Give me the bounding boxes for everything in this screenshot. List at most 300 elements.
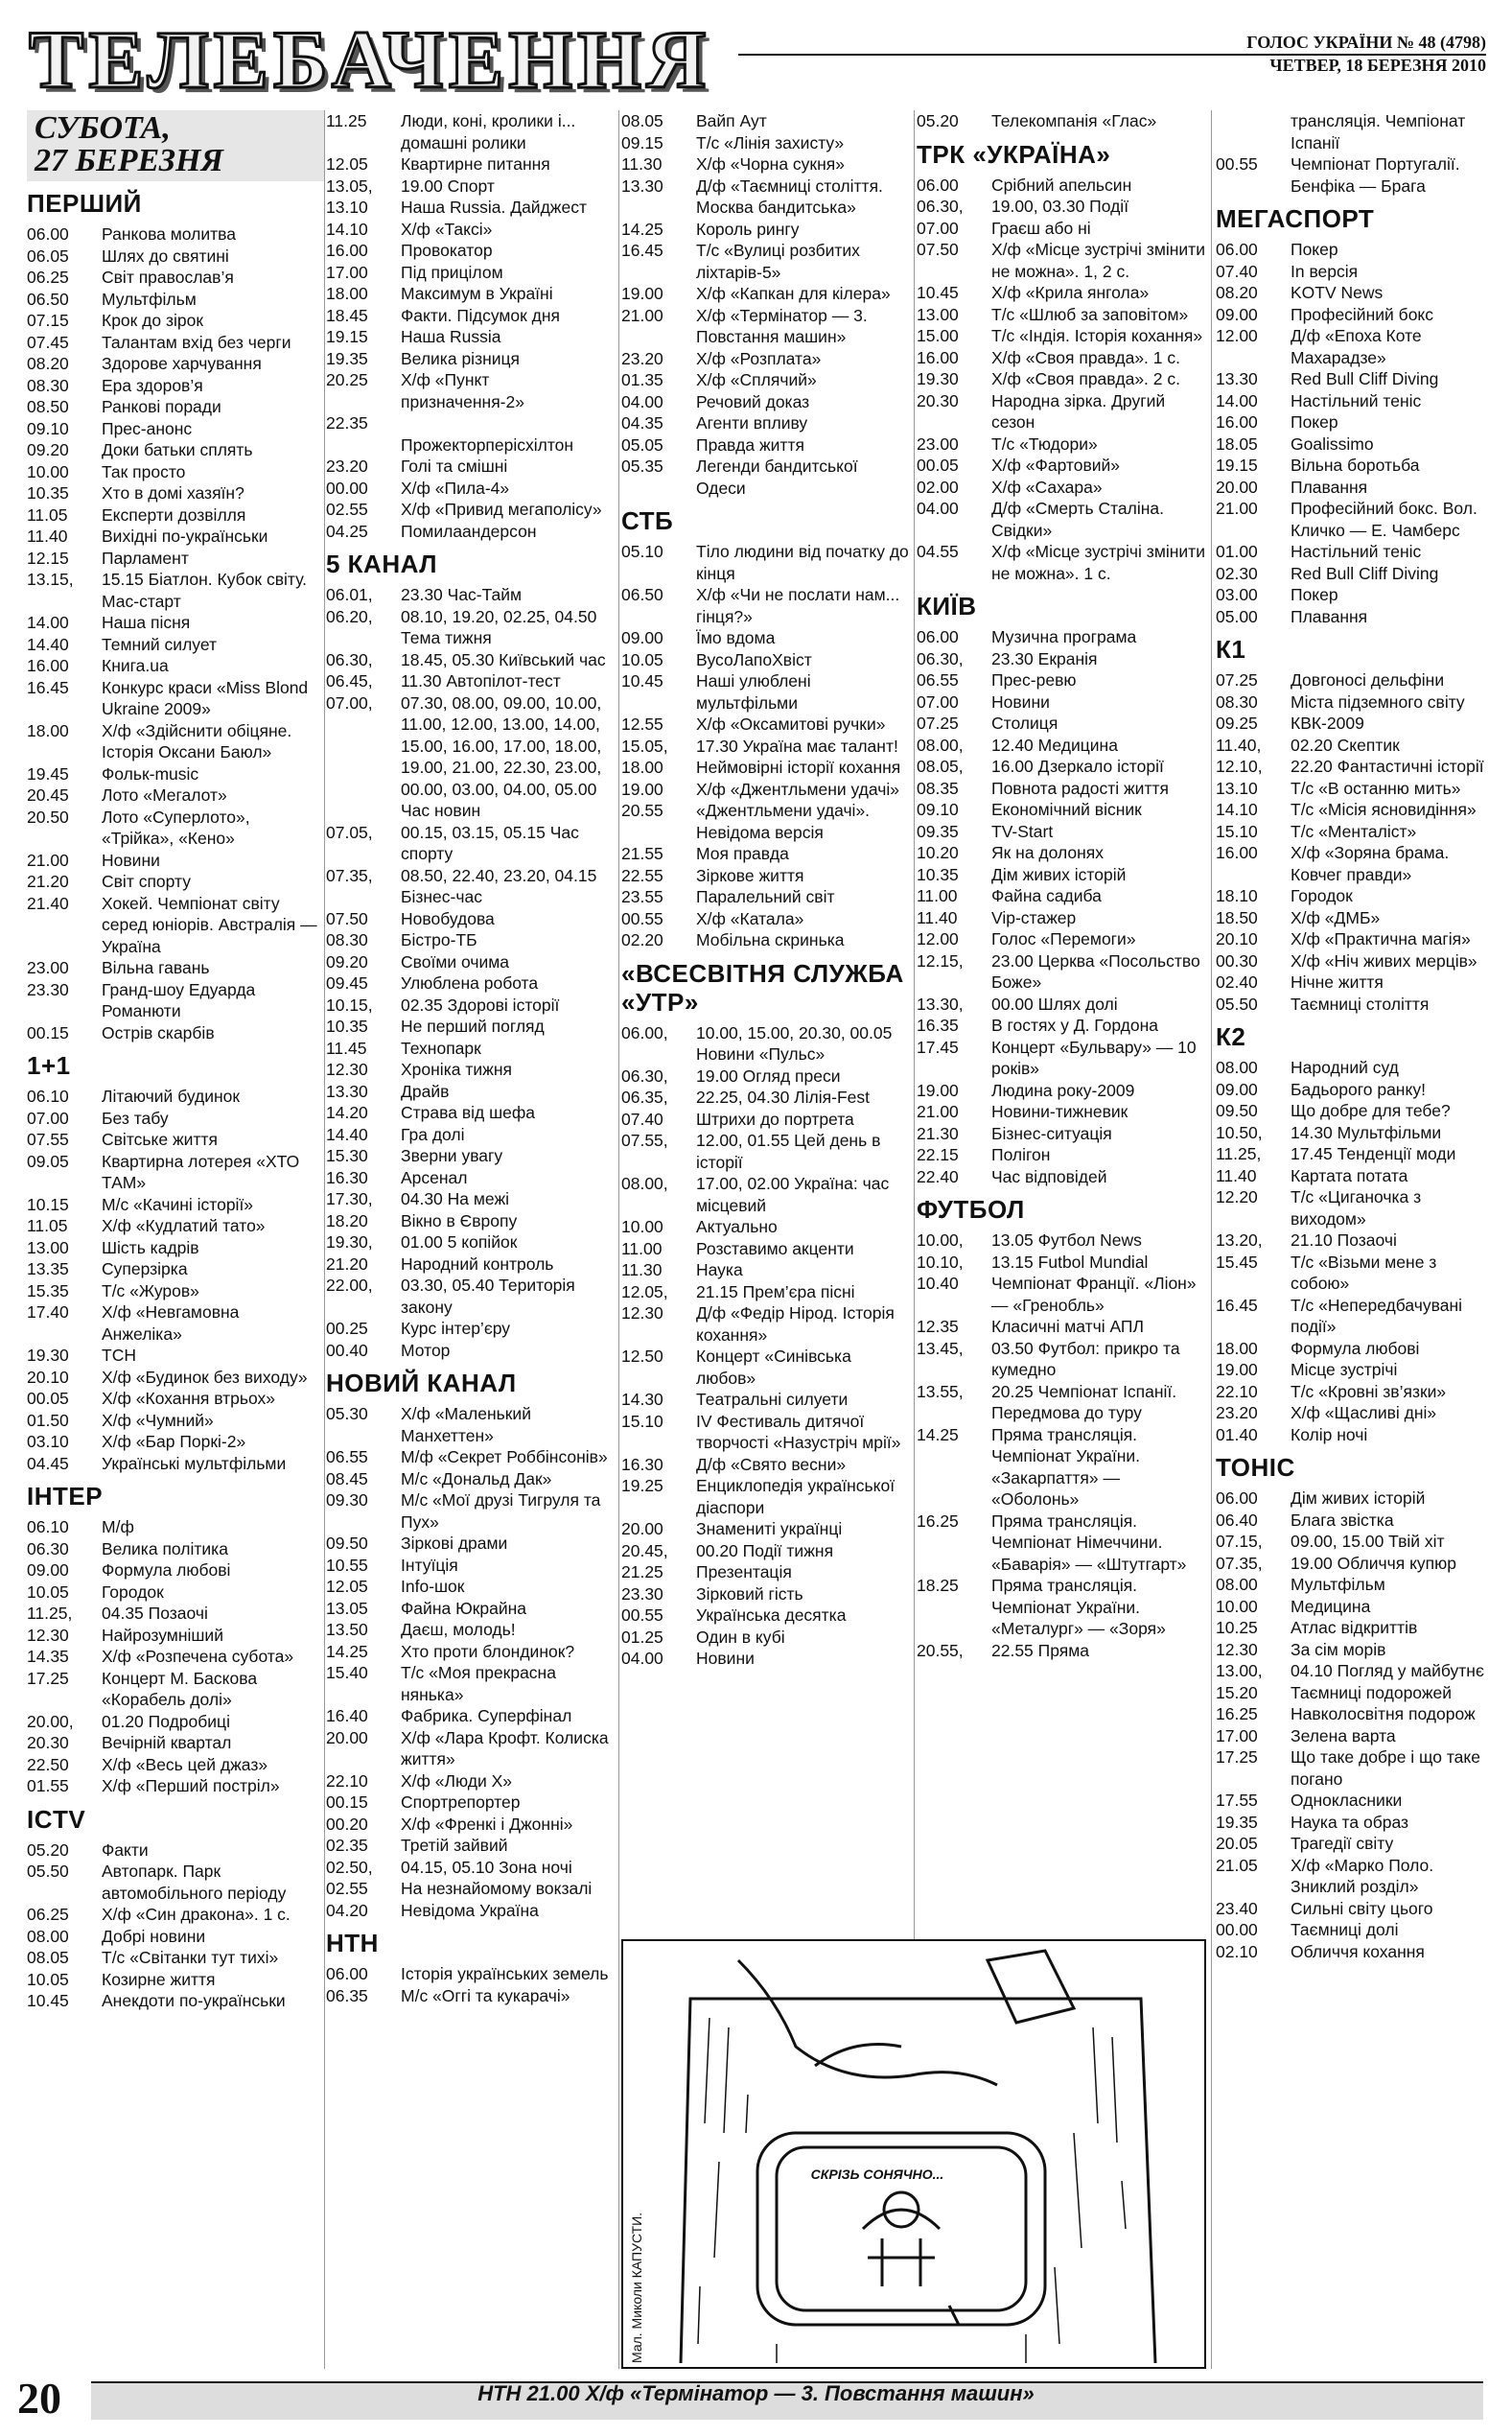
program-row xyxy=(1216,1100,1494,1122)
program-time: 14.00 xyxy=(27,613,69,632)
program-time: 20.10 xyxy=(27,1367,69,1387)
program-title: 19.00, 03.30 Події xyxy=(991,197,1129,216)
program-time: 05.50 xyxy=(1216,994,1258,1014)
program-title: Х/ф «Маленький Манхеттен» xyxy=(401,1404,531,1445)
program-row xyxy=(1216,1230,1494,1252)
program-row xyxy=(326,1468,616,1490)
program-time: 08.20 xyxy=(27,354,69,373)
program-row xyxy=(1216,304,1494,326)
program-time: 14.40 xyxy=(326,1124,368,1144)
program-row xyxy=(1216,498,1494,541)
program-time: 21.00 xyxy=(621,305,663,325)
program-title: Т/с «Шлюб за заповітом» xyxy=(991,304,1189,324)
program-time: 15.45 xyxy=(1216,1252,1258,1272)
program-row xyxy=(621,886,911,908)
program-row xyxy=(917,1273,1206,1316)
program-row xyxy=(1216,669,1494,691)
program-time: 12.30 xyxy=(621,1303,663,1323)
program-time: 00.55 xyxy=(1216,154,1258,174)
program-title: 22.25, 04.30 Лілія-Fest xyxy=(696,1088,870,1107)
program-title: Речовий доказ xyxy=(696,391,810,411)
program-time: 15.30 xyxy=(326,1146,368,1165)
program-title: Презентація xyxy=(696,1562,792,1581)
channel-heading: НОВИЙ КАНАЛ xyxy=(326,1369,517,1397)
issue-date: ЧЕТВЕР, 18 БЕРЕЗНЯ 2010 xyxy=(1269,56,1486,75)
program-title: Х/ф «Місце зустрічі змінити не можна». 1 с. xyxy=(991,542,1205,583)
program-row xyxy=(917,669,1206,691)
program-title: Найрозумніший xyxy=(102,1625,223,1645)
program-time: 22.40 xyxy=(917,1166,959,1186)
program-time: 10.35 xyxy=(27,483,69,503)
program-title: 08.50, 22.40, 23.20, 04.15 Бізнес-час xyxy=(401,865,597,906)
program-row xyxy=(1216,994,1494,1016)
program-time: 19.35 xyxy=(326,348,368,368)
program-time: 09.45 xyxy=(326,973,368,993)
program-title: Народна зірка. Другий сезон xyxy=(991,390,1166,432)
program-row xyxy=(621,456,911,499)
program-title: Х/ф «Таксі» xyxy=(401,219,493,239)
program-row xyxy=(27,1194,324,1216)
program-title: Red Bull Cliff Diving xyxy=(1291,563,1439,583)
program-time: 19.00 xyxy=(621,779,663,799)
program-row xyxy=(917,1381,1206,1424)
program-row xyxy=(621,1130,911,1173)
program-title: За сім морів xyxy=(1291,1639,1386,1659)
program-title: Гранд-шоу Едуарда Романюти xyxy=(102,979,256,1020)
program-row xyxy=(621,110,911,132)
program-row xyxy=(917,1640,1206,1662)
program-row xyxy=(621,434,911,457)
program-time: 13.50 xyxy=(326,1620,368,1639)
program-row xyxy=(1216,950,1494,972)
program-title: Х/ф «Розплата» xyxy=(696,348,822,368)
program-time: 21.00 xyxy=(27,850,69,870)
program-row xyxy=(27,439,324,461)
program-row xyxy=(326,1489,616,1533)
program-time: 10.45 xyxy=(917,283,959,302)
program-title: Прес-ревю xyxy=(991,670,1077,690)
channel-heading: ПЕРШИЙ xyxy=(27,189,142,218)
program-row xyxy=(326,929,616,951)
program-time: 07.50 xyxy=(326,908,368,928)
program-row xyxy=(326,478,616,500)
program-time: 12.50 xyxy=(621,1347,663,1366)
program-time: 20.00 xyxy=(621,1519,663,1538)
listing-column-1 xyxy=(27,110,324,2012)
program-row xyxy=(27,763,324,785)
program-title: Знамениті українці xyxy=(696,1519,843,1538)
program-title: Ранкові поради xyxy=(102,397,221,416)
channel-heading: 1+1 xyxy=(27,1051,71,1080)
program-title: Х/ф «Чи не послати нам... гінця?» xyxy=(696,585,900,626)
program-row xyxy=(1216,368,1494,390)
program-time: 13.35 xyxy=(27,1259,69,1278)
program-title: Пряма трансляція. Чемпіонат Німеччини. «Баварія» — «Штутгарт» xyxy=(991,1511,1187,1574)
program-row xyxy=(917,842,1206,864)
program-time: 08.20 xyxy=(1216,283,1258,302)
program-time: 14.10 xyxy=(326,219,368,239)
program-row xyxy=(1216,735,1494,757)
program-row xyxy=(917,175,1206,197)
program-row xyxy=(1216,1295,1494,1338)
program-time: 01.50 xyxy=(27,1410,69,1430)
program-row xyxy=(326,1662,616,1705)
program-time: 06.01, xyxy=(326,585,373,604)
program-row xyxy=(621,1583,911,1605)
program-title: Помилаандерсон xyxy=(401,521,537,541)
program-title: 23.00 Церква «Посольство Боже» xyxy=(991,950,1200,992)
page-footer xyxy=(0,2374,1512,2422)
program-time: 06.55 xyxy=(917,670,959,690)
program-row xyxy=(326,176,616,198)
program-row xyxy=(326,1318,616,1340)
program-row xyxy=(917,691,1206,714)
program-time: 20.10 xyxy=(1216,929,1258,949)
program-title: Технопарк xyxy=(401,1038,481,1058)
program-time: 09.05 xyxy=(27,1151,69,1171)
program-title: 10.00, 15.00, 20.30, 00.05 Новини «Пульс» xyxy=(696,1022,893,1064)
program-time: 05.00 xyxy=(1216,606,1258,626)
program-time: 16.00 xyxy=(1216,412,1258,432)
program-time: 07.40 xyxy=(621,1109,663,1129)
program-title: 23.30 Час-Тайм xyxy=(401,585,523,604)
program-title: Покер xyxy=(1291,412,1338,432)
program-time: 11.30 xyxy=(621,1260,663,1279)
program-row xyxy=(326,1857,616,1879)
program-row xyxy=(27,1258,324,1280)
program-row xyxy=(1216,691,1494,714)
program-title: Не перший погляд xyxy=(401,1017,545,1036)
program-title: Чемпіонат Португалії. Бенфіка — Брага xyxy=(1291,154,1460,196)
program-title: Х/ф «Пункт призначення-2» xyxy=(401,370,524,411)
program-row xyxy=(917,1252,1206,1274)
program-time: 16.00 xyxy=(27,656,69,675)
program-title: «Джентльмени удачі». Невідома версія xyxy=(696,801,871,842)
program-title: 19.00 Огляд преси xyxy=(696,1066,841,1086)
program-title: Х/ф «Розпечена субота» xyxy=(102,1647,294,1666)
program-row xyxy=(917,1316,1206,1338)
program-row xyxy=(27,526,324,548)
program-time: 14.40 xyxy=(27,634,69,654)
program-time: 22.10 xyxy=(326,1770,368,1791)
program-title: Голос «Перемоги» xyxy=(991,929,1136,949)
program-title: Паралельний світ xyxy=(696,887,835,906)
program-row xyxy=(27,979,324,1022)
program-row xyxy=(1216,1790,1494,1812)
program-row xyxy=(326,1619,616,1641)
program-time: 10.05 xyxy=(27,1969,69,1989)
program-row xyxy=(917,325,1206,347)
program-row xyxy=(1216,1553,1494,1575)
program-row xyxy=(917,1144,1206,1166)
program-time: 16.45 xyxy=(621,241,663,260)
program-time: 11.40 xyxy=(1216,1165,1257,1185)
program-time: 07.25 xyxy=(1216,670,1258,690)
program-time: 10.20 xyxy=(917,843,959,862)
program-title: Ранкова молитва xyxy=(102,224,236,244)
program-row xyxy=(917,1080,1206,1102)
program-row xyxy=(27,612,324,634)
program-time: 06.35, xyxy=(621,1088,668,1107)
program-title: Квартирне питання xyxy=(401,154,550,174)
program-row xyxy=(326,995,616,1017)
program-row xyxy=(621,670,911,714)
program-title: Моя правда xyxy=(696,844,789,863)
program-title: 02.20 Скептик xyxy=(1291,735,1400,755)
program-title: Трагедії світу xyxy=(1291,1834,1394,1853)
program-time: 06.10 xyxy=(27,1087,69,1106)
program-row xyxy=(27,1861,324,1904)
program-time: 08.30 xyxy=(326,930,368,949)
program-row xyxy=(1216,1057,1494,1079)
program-row xyxy=(27,482,324,504)
program-row xyxy=(621,865,911,887)
program-title: Х/ф «Кудлатий тато» xyxy=(102,1216,266,1235)
program-time: 21.40 xyxy=(27,893,69,913)
program-row xyxy=(1216,1919,1494,1941)
program-time: 15.05, xyxy=(621,736,668,756)
program-row xyxy=(917,885,1206,907)
program-row xyxy=(326,1253,616,1276)
program-title: Дім живих історій xyxy=(1291,1488,1426,1508)
program-row xyxy=(917,648,1206,670)
program-time: 17.30, xyxy=(326,1189,373,1208)
program-time: 23.20 xyxy=(621,348,663,368)
program-time: 02.35 xyxy=(326,1836,368,1855)
program-title: Голі та смішні xyxy=(401,457,508,476)
program-time: 22.55 xyxy=(621,865,663,885)
program-time: 23.20 xyxy=(326,457,368,476)
program-row xyxy=(621,1389,911,1411)
program-time: 10.25 xyxy=(1216,1618,1258,1637)
program-time: 08.30 xyxy=(1216,691,1258,712)
program-time: 15.40 xyxy=(326,1663,368,1682)
program-row xyxy=(1216,411,1494,433)
program-title: Третій зайвий xyxy=(401,1836,508,1855)
program-row xyxy=(326,584,616,606)
program-row xyxy=(326,649,616,671)
program-title: Х/ф «Перший постріл» xyxy=(102,1776,280,1795)
program-time: 12.20 xyxy=(1216,1187,1258,1206)
program-time: 06.25 xyxy=(27,268,69,287)
program-row xyxy=(917,390,1206,433)
program-title: Плавання xyxy=(1291,606,1368,626)
program-row xyxy=(27,655,324,677)
program-title: Своїми очима xyxy=(401,951,510,972)
program-title: Наші улюблені мультфільми xyxy=(696,671,811,713)
program-title: Новобудова xyxy=(401,908,495,928)
program-title: Фольк-music xyxy=(102,763,199,784)
program-time: 00.05 xyxy=(27,1389,69,1408)
program-time: 20.00 xyxy=(1216,477,1258,497)
program-time: 23.20 xyxy=(1216,1403,1258,1422)
program-time: 04.20 xyxy=(326,1900,368,1920)
program-row xyxy=(326,1598,616,1620)
tv-listings xyxy=(27,110,1484,2369)
program-title: Телекомпанія «Глас» xyxy=(991,111,1157,130)
program-time xyxy=(1216,110,1291,153)
program-row xyxy=(1216,1079,1494,1101)
program-title: Т/с «Світанки тут тихі» xyxy=(102,1948,279,1967)
program-row xyxy=(27,504,324,527)
program-time: 07.15 xyxy=(27,311,69,330)
program-row xyxy=(621,391,911,413)
program-title: Їмо вдома xyxy=(696,628,776,647)
program-time: 11.00 xyxy=(621,1238,663,1258)
program-time: 23.30 xyxy=(621,1583,663,1604)
program-title: Факти. Підсумок дня xyxy=(401,305,561,325)
program-time: 23.55 xyxy=(621,887,663,906)
program-title: 19.00 Спорт xyxy=(401,176,495,196)
program-row xyxy=(621,1604,911,1627)
program-title: Х/ф «Місце зустрічі змінити не можна». 1, 2 с. xyxy=(991,240,1205,281)
program-row xyxy=(27,1280,324,1302)
program-row xyxy=(1216,799,1494,821)
program-time: 19.35 xyxy=(1216,1812,1258,1832)
program-title: Професійний бокс xyxy=(1291,304,1434,324)
program-row xyxy=(326,606,616,649)
program-time: 12.05, xyxy=(621,1281,668,1301)
program-time: 14.25 xyxy=(917,1424,959,1444)
program-row xyxy=(621,1066,911,1088)
program-title: Мобільна скринька xyxy=(696,930,845,949)
program-time: 10.35 xyxy=(326,1017,368,1036)
program-title: Т/с «Моя прекрасна нянька» xyxy=(401,1663,556,1704)
program-time: 18.25 xyxy=(917,1576,959,1595)
program-row xyxy=(27,957,324,979)
program-row xyxy=(1216,1574,1494,1596)
program-title: 01.20 Подробиці xyxy=(102,1711,230,1731)
program-title: Театральні силуети xyxy=(696,1390,849,1409)
program-row xyxy=(621,1087,911,1109)
program-title: Факти xyxy=(102,1839,149,1860)
program-row xyxy=(326,1533,616,1555)
program-time: 16.00 xyxy=(1216,843,1258,862)
channel-heading: «ВСЕСВІТНЯ СЛУЖБА «УТР» xyxy=(621,958,904,1017)
program-time: 21.00 xyxy=(917,1102,959,1121)
channel-heading: НТН xyxy=(326,1929,379,1957)
program-time: 00.00 xyxy=(326,478,368,498)
program-title: Без табу xyxy=(102,1108,169,1128)
program-row xyxy=(621,779,911,801)
program-row xyxy=(1216,433,1494,456)
program-time: 05.35 xyxy=(621,457,663,476)
program-title: Х/ф «Щасливі дні» xyxy=(1291,1403,1437,1422)
program-title: Драйв xyxy=(401,1081,450,1101)
program-title: Лото «Суперлото», «Трійка», «Кено» xyxy=(102,807,250,848)
cartoon-illustration xyxy=(621,1939,1206,2369)
program-row xyxy=(1216,1359,1494,1381)
program-time: 11.05 xyxy=(27,1216,68,1235)
program-title: Бізнес-ситуація xyxy=(991,1123,1112,1143)
program-row xyxy=(1216,1143,1494,1165)
program-title: Файна Юкрайна xyxy=(401,1598,527,1618)
program-title xyxy=(401,412,616,434)
program-time: 15.20 xyxy=(1216,1682,1258,1702)
program-time: 07.00 xyxy=(27,1108,69,1128)
program-time: 01.40 xyxy=(1216,1424,1258,1444)
program-row xyxy=(917,1511,1206,1576)
program-time: 06.00 xyxy=(917,175,959,195)
program-time: 06.00, xyxy=(621,1022,668,1042)
program-time: 10.40 xyxy=(917,1274,959,1293)
program-time: 00.30 xyxy=(1216,950,1258,971)
channel-heading: ICTV xyxy=(27,1804,86,1834)
program-time: 12.15, xyxy=(917,950,964,971)
program-row xyxy=(27,1839,324,1862)
program-row xyxy=(326,1900,616,1922)
program-row xyxy=(326,305,616,327)
program-title: Люди, коні, кролики і... домашні ролики xyxy=(401,111,576,152)
program-title: Шість кадрів xyxy=(102,1237,199,1257)
program-row xyxy=(621,908,911,930)
program-row xyxy=(27,1215,324,1237)
program-time: 17.45 xyxy=(917,1037,959,1057)
program-title: Світ православ’я xyxy=(102,268,234,287)
program-title: Обличчя кохання xyxy=(1291,1941,1425,1961)
program-time: 07.40 xyxy=(1216,261,1258,281)
program-row xyxy=(27,353,324,375)
program-title: 17.45 Тенденції моди xyxy=(1291,1144,1456,1163)
program-time: 05.50 xyxy=(27,1862,69,1881)
program-time: 13.00, xyxy=(1216,1661,1263,1680)
program-row xyxy=(917,994,1206,1016)
program-time: 15.10 xyxy=(1216,821,1258,841)
program-time: 04.45 xyxy=(27,1453,69,1473)
program-title: Зверни увагу xyxy=(401,1146,503,1165)
program-time: 06.30, xyxy=(917,648,964,668)
program-row xyxy=(326,1124,616,1146)
program-row xyxy=(621,369,911,391)
program-row xyxy=(917,347,1206,369)
program-row xyxy=(27,1754,324,1776)
day-heading-box xyxy=(27,110,324,181)
program-row xyxy=(621,1411,911,1454)
program-row xyxy=(1216,885,1494,907)
program-row xyxy=(326,1963,616,1985)
program-row xyxy=(621,929,911,951)
program-title: Д/ф «Смерть Сталіна. Свідки» xyxy=(991,499,1164,540)
program-title: Goalissimo xyxy=(1291,433,1374,454)
program-time: 10.05 xyxy=(27,1581,69,1602)
program-title: 00.15, 03.15, 05.15 Час спорту xyxy=(401,822,579,863)
program-row xyxy=(1216,1381,1494,1403)
program-row xyxy=(621,1022,911,1066)
program-time: 09.10 xyxy=(917,800,959,819)
program-title: Наша Russia. Дайджест xyxy=(401,198,587,217)
program-title: Таємниці долі xyxy=(1291,1920,1399,1939)
program-row xyxy=(27,1538,324,1560)
program-time: 07.55 xyxy=(27,1130,69,1149)
program-title: 00.20 Події тижня xyxy=(696,1540,834,1560)
program-row xyxy=(1216,1122,1494,1144)
program-row xyxy=(326,197,616,219)
program-time: 20.30 xyxy=(27,1733,69,1752)
program-title: Колір ночі xyxy=(1291,1424,1368,1444)
program-title: Острів скарбів xyxy=(102,1022,215,1042)
program-time: 20.50 xyxy=(27,807,69,827)
program-title: ВусоЛапоХвіст xyxy=(696,649,812,669)
program-time: 20.00, xyxy=(27,1711,74,1731)
program-row xyxy=(326,1102,616,1124)
program-row xyxy=(621,1346,911,1389)
program-title: Info-шок xyxy=(401,1577,465,1596)
program-row xyxy=(326,1446,616,1468)
program-time: 08.00, xyxy=(917,735,964,755)
program-title: 20.25 Чемпіонат Іспанії. Передмова до туру xyxy=(991,1381,1177,1422)
program-time: 17.55 xyxy=(1216,1791,1258,1810)
program-time: 18.00 xyxy=(621,758,663,777)
